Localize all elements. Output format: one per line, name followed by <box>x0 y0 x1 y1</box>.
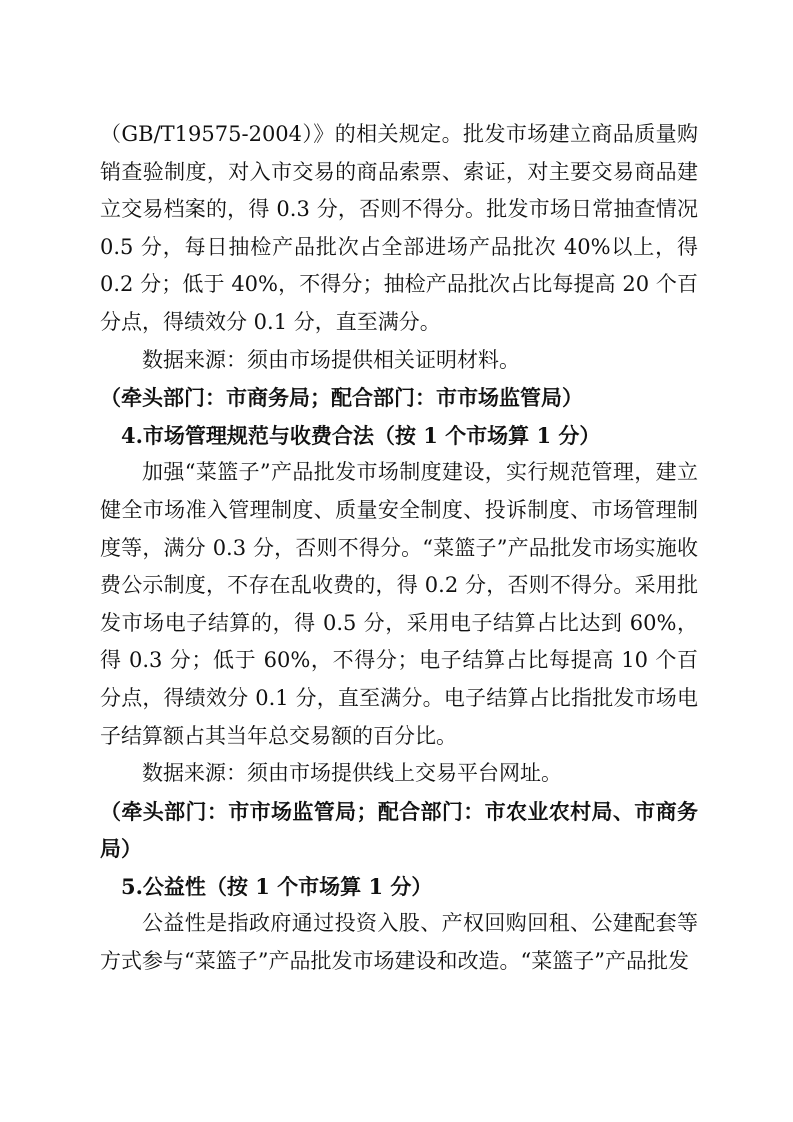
paragraph-public-welfare: 公益性是指政府通过投资入股、产权回购回租、公建配套等方式参与“菜篮子”产品批发市场建设和改造。“菜篮子”产品批发 <box>100 911 698 974</box>
paragraph-market-management: 加强“菜篮子”产品批发市场制度建设，实行规范管理，建立健全市场准入管理制度、质量安全制度、投诉制度、市场管理制度等，满分 0.3 分，否则不得分。“菜篮子”产品批发市场实施收费公示制度，不存在乱收费的，得 0.2 分，否则不得分。采用批发市场电子结算的，得 0.5 分，采用电子结算占比达到 60%，得 0.3 分；低于 60%，不得分；电子结算占比每提高 10 个百分点，得绩效分 0.1 分，直至满分。电子结算占比指批发市场电子结算额占其当年总交易额的百分比。 <box>100 460 698 748</box>
document-body <box>100 116 698 981</box>
section-heading-5: 5.公益性（按 1 个市场算 1 分） <box>121 873 433 899</box>
data-source-note-1: 数据来源：须由市场提供相关证明材料。 <box>142 347 520 372</box>
data-source-note-2: 数据来源：须由市场提供线上交易平台网址。 <box>142 761 562 786</box>
department-note-1: （牵头部门：市商务局；配合部门：市市场监管局） <box>100 385 583 411</box>
section-heading-4: 4.市场管理规范与收费合法（按 1 个市场算 1 分） <box>121 422 601 448</box>
department-note-2: （牵头部门：市市场监管局；配合部门：市农业农村局、市商务局） <box>100 798 698 862</box>
paragraph-inspection-rules: （GB/T19575-2004）》的相关规定。批发市场建立商品质量购销查验制度，对入市交易的商品索票、索证，对主要交易商品建立交易档案的，得 0.3 分，否则不得分。批发市场日常抽查情况 0.5 分，每日抽检产品批次占全部进场产品批次 40%以上，得 0.2 分；低于 40%，不得分；抽检产品批次占比每提高 20 个百分点，得绩效分 0.1 分，直至满分。 <box>100 122 698 334</box>
